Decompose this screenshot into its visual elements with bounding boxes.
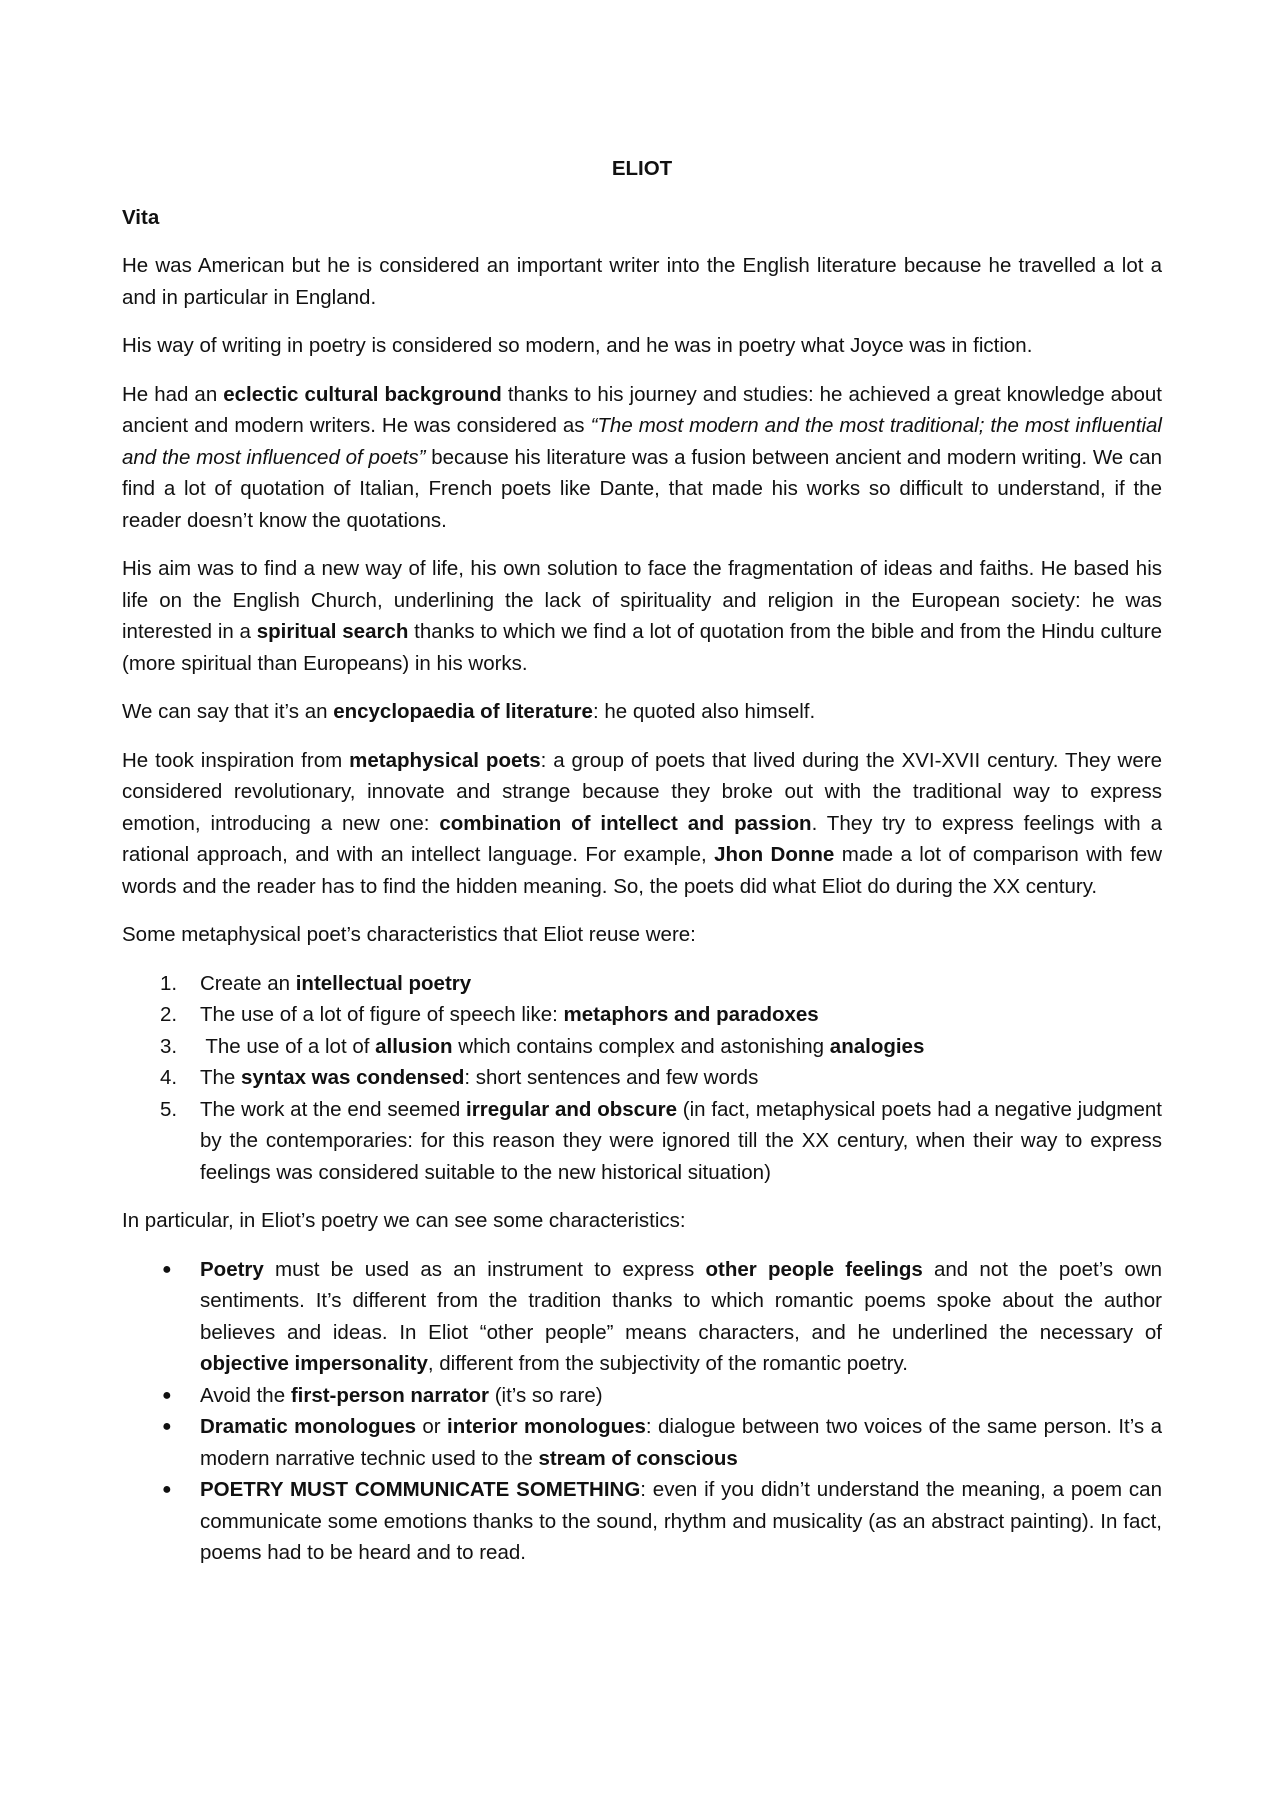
text-run: : a group of poets that lived during the XVI-XVII century. They were considered revolutionary, innovate and strange because they broke out with the traditional way to express emotion, introducing a new one: (122, 748, 1162, 835)
text-run: He took inspiration from (122, 748, 350, 772)
section-heading-vita: Vita (122, 205, 160, 229)
text-run: The use of a lot of (200, 1034, 376, 1058)
list-item (122, 1380, 1162, 1412)
list-number: 4. (160, 1066, 178, 1089)
paragraph-metaphysical-poets (122, 745, 1162, 903)
list-number: 5. (160, 1097, 178, 1121)
text-run: The work at the end seemed (200, 1097, 467, 1121)
text-run: or (416, 1415, 448, 1438)
bold-term: first-person narrator (290, 1383, 490, 1407)
bold-term: irregular and obscure (466, 1097, 677, 1121)
text-run: His aim was to find a new way of life, his own solution to face the fragmentation of ideas and faiths. He based his life on the English Church, underlining the lack of spirituality and religion in the European society: he was interested in a (122, 557, 1162, 643)
list-item (122, 968, 1162, 1000)
text-run: must be used as an instrument to express (263, 1257, 706, 1281)
bold-term: interior monologues (447, 1415, 646, 1438)
bullet-icon: ● (162, 1481, 172, 1498)
list-item (122, 1411, 1162, 1474)
document-title: ELIOT (611, 157, 673, 180)
text-run: We can say that it’s an (122, 700, 334, 723)
bold-term: encyclopaedia of literature (333, 700, 593, 723)
list-item (122, 1094, 1162, 1189)
paragraph-american-writer: He was American but he is considered an important writer into the English literature because he travelled a lot a and in particular in England. (122, 254, 1162, 309)
bold-term: allusion (375, 1034, 453, 1058)
bold-term: metaphysical poets (349, 748, 541, 772)
paragraph-encyclopaedia (122, 696, 1162, 728)
text-run: : even if you didn’t understand the meaning, a poem can communicate some emotions thanks to the sound, rhythm and musicality (as an abstract painting). In fact, poems had to be heard and to read. (200, 1478, 1162, 1564)
text-run: : dialogue between two voices of the same person. It’s a modern narrative technic used to the (200, 1415, 1162, 1470)
text-run: and not the poet’s own sentiments. It’s different from the tradition thanks to which romantic poems spoke about the author believes and ideas. In Eliot “other people” means characters, and he underlined the necessary of (200, 1257, 1162, 1344)
bold-term: combination of intellect and passion (439, 811, 812, 835)
document-page (122, 153, 1162, 1586)
text-run: Avoid the (200, 1383, 291, 1407)
text-run: which contains complex and astonishing (452, 1034, 830, 1058)
text-run: He had an (122, 382, 224, 406)
bullet-icon: ● (162, 1260, 172, 1278)
italic-quote: “The most modern and the most traditional; the most influential and the most influenced of poets” (122, 414, 1162, 469)
text-run: : short sentences and few words (464, 1066, 759, 1089)
text-run: The (200, 1066, 242, 1089)
list-item (122, 1062, 1162, 1094)
paragraph-spiritual-search (122, 553, 1162, 679)
paragraph-modern-poetry: His way of writing in poetry is considered so modern, and he was in poetry what Joyce was in fiction. (122, 334, 1033, 357)
paragraph-characteristics-intro: Some metaphysical poet’s characteristics that Eliot reuse were: (122, 923, 696, 946)
bold-term: Poetry (200, 1257, 264, 1281)
bold-term: objective impersonality (200, 1352, 428, 1375)
bold-term: Jhon Donne (714, 843, 835, 866)
text-run: (in fact, metaphysical poets had a negative judgment by the contemporaries: for this reason they were ignored till the XX century, when their way to express feelings was considered suitable to the new historical situation) (200, 1097, 1162, 1184)
bold-term: analogies (829, 1034, 925, 1058)
list-item (122, 1031, 1162, 1063)
bold-term: spiritual search (256, 620, 409, 643)
text-run: (it’s so rare) (489, 1383, 603, 1407)
text-run: made a lot of comparison with few words and the reader has to find the hidden meaning. So, the poets did what Eliot do during the XX century. (122, 843, 1163, 898)
paragraph-cultural-background (122, 379, 1162, 537)
text-run: thanks to his journey and studies: he achieved a great knowledge about ancient and modern writers. He was considered as (122, 382, 1162, 437)
bold-term: Dramatic monologues (200, 1415, 416, 1438)
bold-term: POETRY MUST COMMUNICATE SOMETHING (200, 1478, 641, 1501)
list-item (122, 1474, 1162, 1569)
list-number: 2. (160, 1003, 178, 1026)
bold-term: eclectic cultural background (223, 382, 502, 406)
text-run: . They try to express feelings with a rational approach, and with an intellect language. For example, (122, 811, 1162, 866)
bold-term: intellectual poetry (295, 971, 472, 995)
bullet-list (122, 1254, 1162, 1569)
list-item (122, 1254, 1162, 1380)
list-item (122, 999, 1162, 1031)
list-number: 1. (160, 971, 178, 995)
paragraph-eliot-characteristics-intro: In particular, in Eliot’s poetry we can see some characteristics: (122, 1209, 686, 1232)
bold-term: syntax was condensed (241, 1066, 465, 1089)
text-run: : he quoted also himself. (592, 700, 816, 723)
bold-term: metaphors and paradoxes (563, 1003, 819, 1026)
list-number: 3. (160, 1034, 178, 1058)
bold-term: stream of conscious (538, 1446, 738, 1470)
numbered-list (122, 968, 1162, 1189)
text-run: because his literature was a fusion between ancient and modern writing. We can find a lot of quotation of Italian, French poets like Dante, that made his works so difficult to understand, if the reader doesn’t know the quotations. (122, 445, 1163, 532)
bullet-icon: ● (162, 1418, 172, 1435)
bold-term: other people feelings (705, 1257, 923, 1281)
text-run: , different from the subjectivity of the romantic poetry. (427, 1352, 908, 1375)
text-run: The use of a lot of figure of speech like: (200, 1003, 564, 1026)
text-run: Create an (200, 971, 296, 995)
bullet-icon: ● (162, 1386, 172, 1404)
text-run: thanks to which we find a lot of quotation from the bible and from the Hindu culture (more spiritual than Europeans) in his works. (122, 620, 1163, 675)
